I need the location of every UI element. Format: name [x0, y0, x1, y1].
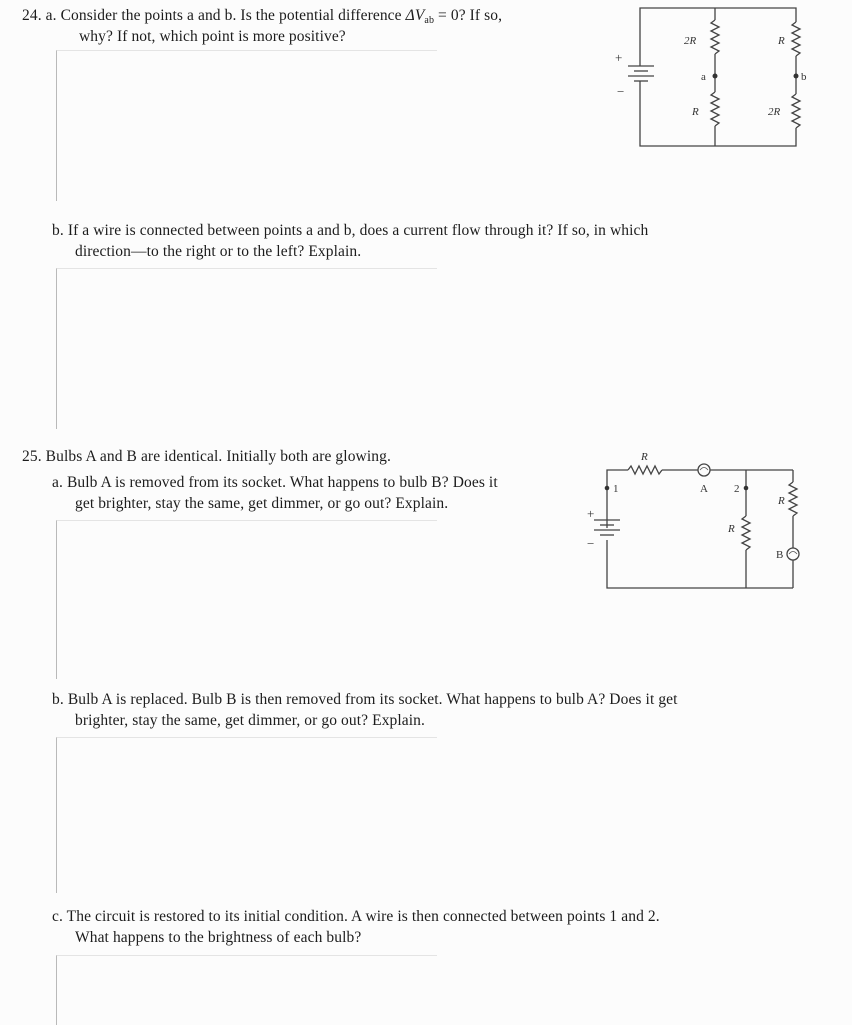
q24-battery-minus: − — [617, 84, 625, 99]
q25-point-1-dot — [605, 486, 610, 491]
q25-label-bulb-a: A — [700, 483, 708, 495]
q24-label-r-top-right: R — [778, 35, 785, 47]
q25-point-2-dot — [744, 486, 749, 491]
q25-label-r-top: R — [641, 451, 648, 463]
q24a-number: 24. a. — [22, 7, 57, 24]
q25b-answer-box[interactable] — [56, 737, 437, 893]
q25-label-bulb-b: B — [776, 549, 784, 561]
q25a-line2: get brighter, stay the same, get dimmer, or go out? Explain. — [75, 495, 449, 512]
q25a-line1: Bulb A is removed from its socket. What happens to bulb B? Does it — [66, 474, 498, 491]
q24-point-a-dot — [713, 74, 718, 79]
q24-label-r-bottom-left: R — [692, 106, 699, 118]
q24a-delta-v: ΔV — [405, 7, 425, 24]
q25c-line1: The circuit is restored to its initial condition. A wire is then connected between points 1 and 2. — [66, 908, 660, 925]
q24b-text — [52, 220, 812, 241]
q25c-answer-box[interactable] — [56, 955, 437, 1025]
q24a-line2: why? If not, which point is more positive? — [79, 28, 346, 45]
q24a-answer-box[interactable] — [56, 50, 437, 201]
q25-label-point-1: 1 — [613, 483, 619, 495]
q24-battery-plus: + — [615, 50, 623, 65]
q24a-subscript: ab — [424, 15, 435, 26]
q25c-line2: What happens to the brightness of each bulb? — [75, 929, 362, 946]
q25-intro-text: Bulbs A and B are identical. Initially both are glowing. — [45, 448, 391, 465]
q25c-text — [52, 906, 832, 927]
q24a-line1-pre: Consider the points a and b. Is the potential difference — [60, 7, 402, 24]
q24a-line1-post: = 0? If so, — [438, 7, 503, 24]
q24-label-2r-top-left: 2R — [684, 35, 697, 47]
q25c-letter: c. — [52, 908, 63, 925]
q24b-letter: b. — [52, 222, 64, 239]
q25-intro — [22, 446, 582, 467]
q25a-letter: a. — [52, 474, 63, 491]
q25-battery-minus: − — [587, 536, 595, 551]
q25-bulb-filaments — [700, 468, 797, 555]
q25-label-r-right: R — [778, 495, 785, 507]
q25b-line2: brighter, stay the same, get dimmer, or go out? Explain. — [75, 712, 426, 729]
q24b-line2: direction—to the right or to the left? Explain. — [75, 243, 362, 260]
q24b-line1: If a wire is connected between points a and b, does a current flow through it? If so, in which — [67, 222, 649, 239]
q24b-answer-box[interactable] — [56, 268, 437, 429]
q24-label-a: a — [701, 71, 706, 83]
q25a-answer-box[interactable] — [56, 520, 437, 679]
q24-point-b-dot — [794, 74, 799, 79]
q25b-letter: b. — [52, 691, 64, 708]
q24-circuit-diagram — [612, 0, 812, 160]
q25a-text — [52, 472, 592, 493]
q24-label-2r-bottom-right: 2R — [768, 106, 781, 118]
q25-circuit-diagram — [580, 440, 810, 600]
q25-label-r-middle: R — [728, 523, 735, 535]
q25b-text — [52, 689, 832, 710]
q25-battery-plus: + — [587, 506, 595, 521]
q25-number: 25. — [22, 448, 42, 465]
q25-label-point-2: 2 — [734, 483, 740, 495]
q25b-line1: Bulb A is replaced. Bulb B is then removed from its socket. What happens to bulb A? Does it get — [67, 691, 678, 708]
q24-battery — [628, 48, 654, 100]
q24-label-b: b — [801, 71, 807, 83]
